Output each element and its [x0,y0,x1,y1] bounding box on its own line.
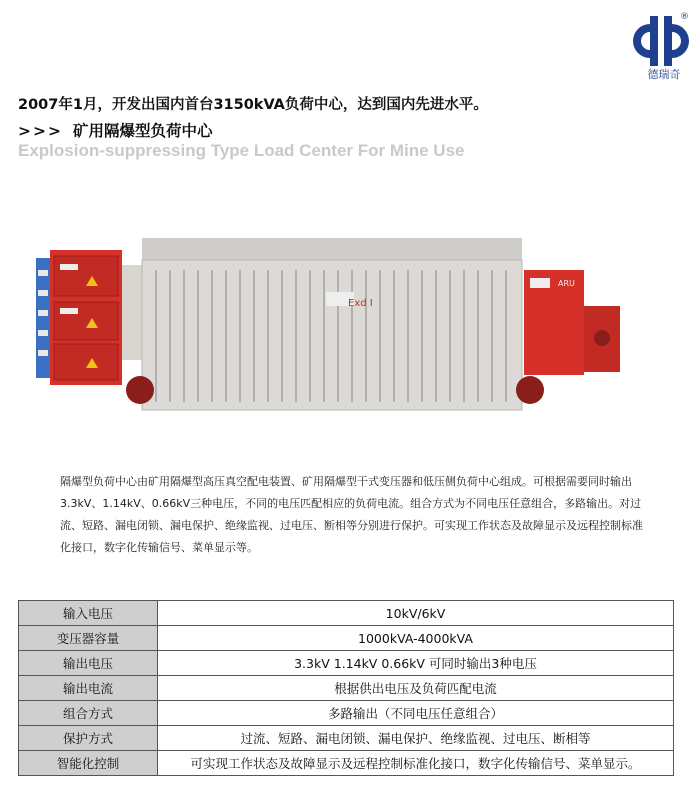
exd-marking: Exd I [348,298,373,309]
spec-value: 3.3kV 1.14kV 0.66kV 可同时输出3种电压 [158,651,674,676]
spec-label: 输出电压 [19,651,158,676]
spec-value: 10kV/6kV [158,601,674,626]
table-row [19,651,674,676]
right-plate-marking: ARU [558,279,575,288]
table-row [19,751,674,776]
product-description: 隔爆型负荷中心由矿用隔爆型高压真空配电装置、矿用隔爆型干式变压器和低压侧负荷中心组成。可根据需要同时输出3.3kV、1.14kV、0.66kV三种电压，不同的电压匹配相应的负荷电流。组合方式为不同电压任意组合，多路输出。对过流、短路、漏电闭锁、漏电保护、绝缘监视、过电压、断相等分别进行保护。可实现工作状态及故障显示及远程控制标准化接口，数字化传输信号、菜单显示等。 [60,475,643,554]
title-text: 矿用隔爆型负荷中心 [72,122,213,140]
spec-label: 组合方式 [19,701,158,726]
table-row [19,601,674,626]
spec-value: 过流、短路、漏电闭锁、漏电保护、绝缘监视、过电压、断相等 [158,726,674,751]
registered-mark: ® [680,12,689,22]
brand-name: 德瑞奇 [647,68,681,81]
table-row [19,726,674,751]
spec-label: 输出电流 [19,676,158,701]
table-row [19,626,674,651]
spec-table-body [19,601,674,776]
headline: 2007年1月，开发出国内首台3150kVA负荷中心，达到国内先进水平。 [18,97,488,113]
page-subtitle-english: Explosion-suppressing Type Load Center For Mine Use [18,141,465,160]
title-arrows: >>> [18,122,63,140]
table-row [19,676,674,701]
spec-value: 根据供出电压及负荷匹配电流 [158,676,674,701]
spec-label: 智能化控制 [19,751,158,776]
spec-label: 保护方式 [19,726,158,751]
spec-value: 多路输出（不同电压任意组合） [158,701,674,726]
spec-label: 输入电压 [19,601,158,626]
spec-value: 1000kVA-4000kVA [158,626,674,651]
product-image [30,230,630,445]
page-title [18,119,212,141]
spec-table [18,600,674,776]
spec-label: 变压器容量 [19,626,158,651]
spec-value: 可实现工作状态及故障显示及远程控制标准化接口，数字化传输信号、菜单显示。 [158,751,674,776]
table-row [19,701,674,726]
